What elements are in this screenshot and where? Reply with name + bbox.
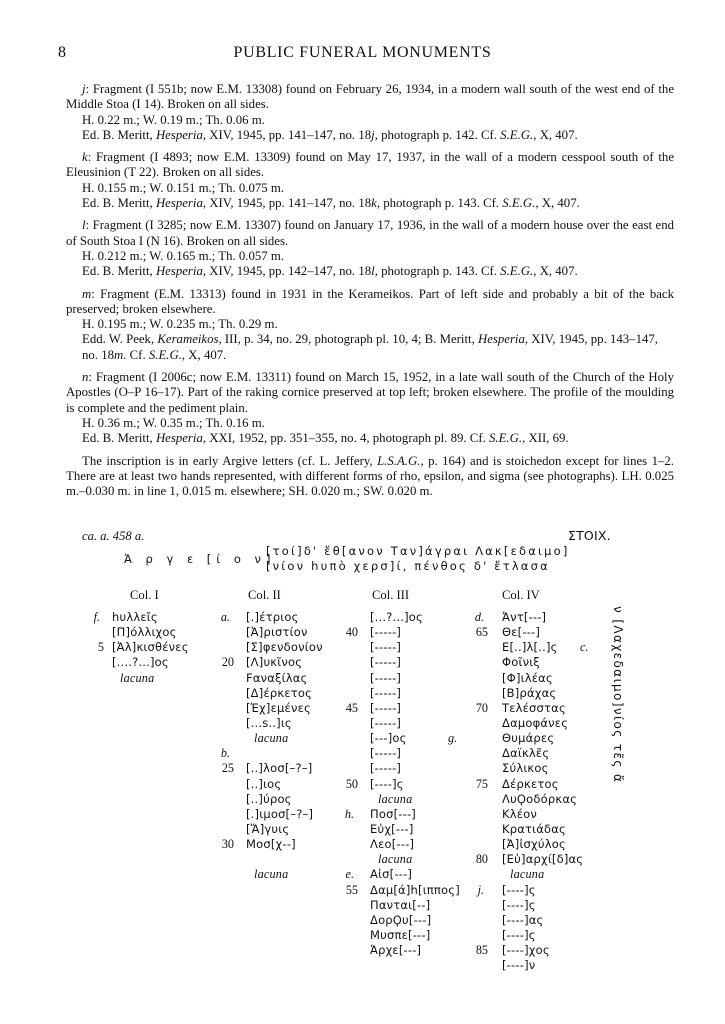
inscription-line — [470, 731, 620, 746]
name-text: [----]ς — [370, 776, 404, 791]
name-text: [....?...]ος — [112, 655, 169, 670]
line-number: 40 — [345, 625, 358, 640]
inscription-line — [340, 822, 470, 837]
inscription-line — [216, 701, 346, 716]
name-text: [..]ιος — [246, 776, 282, 791]
inscription-line — [86, 671, 206, 686]
name-text: ΛυϘοδόρκας — [502, 791, 578, 806]
inscription-line — [470, 610, 620, 625]
name-text: [Δ]έρκετος — [246, 685, 313, 700]
fragment-letter: g. — [448, 731, 458, 746]
name-text: hυλλεῖς — [112, 610, 158, 624]
name-text: [----]ν — [502, 958, 536, 973]
inscription-line — [470, 867, 620, 882]
name-text: [Λ]υκῖνος — [246, 655, 303, 670]
inscription-line — [470, 792, 620, 807]
fragment-letter: b. — [220, 746, 230, 761]
inscription-line — [216, 807, 346, 822]
heading-line-1: [τοί]δ' ἔθ[ανον Ταν]άγραι Λακ[εδαιμο] — [266, 544, 570, 558]
name-text: [Β]ράχας — [502, 685, 557, 700]
name-text: [Ἀ]ριστίον — [246, 625, 308, 640]
inscription-line — [340, 746, 470, 761]
name-text: [-----] — [370, 761, 402, 776]
inscription-line — [470, 807, 620, 822]
inscription-line — [340, 898, 470, 913]
fragment-letter: j. — [477, 882, 484, 897]
column-4 — [470, 610, 620, 973]
inscription-line — [216, 852, 346, 867]
column-3 — [340, 610, 470, 958]
name-text: Αἰσ[---] — [370, 867, 413, 882]
name-text: [Ἐχ]εμένες — [246, 700, 311, 715]
name-text: [----]ς — [502, 882, 536, 897]
vertical-inscription: ν [Λαχεδαιμο]νίος τε̃ς ἄ — [611, 606, 625, 784]
inscription-line — [340, 731, 470, 746]
lacuna-label: lacuna — [378, 852, 413, 867]
fragment-letter: f. — [93, 610, 100, 624]
line-number: 55 — [345, 882, 358, 897]
inscription-line — [340, 716, 470, 731]
inscription-line — [470, 640, 620, 655]
stoich-label: ΣΤΟΙΧ. — [568, 528, 611, 543]
inscription-line — [216, 867, 346, 882]
inscription-line — [216, 655, 346, 670]
fragment-letter: d. — [474, 610, 484, 624]
entry-j: j: Fragment (I 551b; now E.M. 13308) found on February 26, 1934, in a modern wall south of the west end of the Middle Stoa (I 14). Broken on all sides. H. 0.22 m.; W. 0.19 m.; Th. 0.06 m. Ed. B. Meritt, Hesperia, XIV, 1945, pp. 141–147, no. 18j, photograph p. 142. Cf. S.E.G., X, 407. — [66, 82, 674, 142]
line-number: 25 — [221, 761, 234, 776]
inscription-line — [340, 837, 470, 852]
inscription-line — [340, 625, 470, 640]
name-text: Ποσ[---] — [370, 806, 416, 821]
inscription-line — [86, 625, 206, 640]
inscription-line — [216, 625, 346, 640]
running-title: PUBLIC FUNERAL MONUMENTS — [233, 44, 492, 61]
name-text: [----]ας — [502, 912, 544, 927]
fragment-entries — [66, 82, 674, 287]
name-text: [Ἀ]ἰσχύλος — [502, 837, 566, 852]
entry-l: l: Fragment (I 3285; now E.M. 13307) found on January 17, 1936, in the wall of a modern house over the east end of South Stoa I (N 16). Broken on all sides. H. 0.212 m.; W. 0.165 m.; Th. 0.057 m. Ed. B. Meritt, Hesperia, XIV, 1945, pp. 142–147, no. 18l, photograph p. 143. Cf. S.E.G., X, 407. — [66, 218, 674, 279]
inscription-line — [470, 958, 620, 973]
name-text: Τελέσστας — [502, 700, 566, 715]
name-text: [-----] — [370, 670, 402, 685]
inscription-line — [340, 610, 470, 625]
name-text: Θυμάρες — [502, 731, 555, 746]
name-text: Λεο[---] — [370, 837, 415, 852]
inscription-line — [340, 686, 470, 701]
inscription-line — [340, 792, 470, 807]
column-1 — [86, 610, 206, 686]
name-text: Ε[..]λ[..]ς — [502, 640, 558, 655]
col-head-1: Col. I — [130, 588, 159, 602]
name-text: Θε[---] — [502, 625, 541, 640]
inscription-line — [470, 943, 620, 958]
inscription-line — [216, 746, 346, 761]
inscription-line — [340, 852, 470, 867]
name-text: Πανται[--] — [370, 897, 431, 912]
line-number: 50 — [345, 776, 358, 791]
name-text: [...s..]ις — [246, 715, 292, 730]
name-text: [---]ος — [370, 731, 407, 746]
inscription-line — [216, 671, 346, 686]
inscription-line — [470, 686, 620, 701]
name-text: [Φ]ιλέας — [502, 670, 553, 685]
line-number: 70 — [475, 700, 488, 715]
fragment-letter: c. — [580, 640, 589, 655]
inscription-line — [340, 867, 470, 882]
name-text: [-----] — [370, 715, 402, 730]
inscription-line — [216, 686, 346, 701]
inscription-line — [216, 777, 346, 792]
name-text: [----]χος — [502, 943, 550, 958]
name-text: [----]ς — [502, 897, 536, 912]
line-number: 20 — [221, 655, 234, 670]
lacuna-label: lacuna — [254, 731, 289, 746]
name-text: Ἀντ[---] — [502, 610, 547, 624]
entry-n: n: Fragment (I 2006c; now E.M. 13311) found on March 15, 1952, in a late wall south of the Church of the Holy Apostles (O–P 16–17). Part of the raking cornice preserved at top left; broken elsewhere. The profile of the moulding is complete and the pediment plain. H. 0.36 m.; W. 0.35 m.; Th. 0.16 m. Ed. B. Meritt, Hesperia, XXI, 1952, pp. 351–355, no. 4, photograph pl. 89. Cf. S.E.G., XII, 69. — [66, 370, 674, 446]
fragment-letter: e. — [345, 867, 354, 882]
inscription-line — [470, 928, 620, 943]
name-text: Φοῖνιξ — [502, 655, 540, 670]
inscription-line — [340, 883, 470, 898]
name-text: [-----] — [370, 655, 402, 670]
name-text: [..]λοσ[–?–] — [246, 761, 313, 776]
inscription-line — [470, 701, 620, 716]
inscription-line — [470, 761, 620, 776]
inscription-line — [340, 671, 470, 686]
inscription-line — [470, 625, 620, 640]
fragment-letter: a. — [220, 610, 230, 624]
name-text: [-----] — [370, 640, 402, 655]
heading-line-2: [νίον hυπὸ χερσ]ί, πένθος δ' ἔτλασα — [266, 559, 550, 573]
inscription-line — [86, 640, 206, 655]
column-2 — [216, 610, 346, 883]
lacuna-label: lacuna — [510, 867, 545, 882]
page-header — [0, 44, 725, 68]
line-number: 45 — [345, 700, 358, 715]
inscription-line — [340, 777, 470, 792]
name-text: Εὐχ[---] — [370, 821, 414, 836]
inscription-line — [340, 701, 470, 716]
inscription-line — [216, 640, 346, 655]
inscription-line — [470, 746, 620, 761]
name-text: [-----] — [370, 700, 402, 715]
name-text: [...?...]ος — [370, 610, 423, 624]
inscription-line — [340, 807, 470, 822]
document-body — [66, 82, 674, 499]
inscription-line — [216, 761, 346, 776]
lacuna-label: lacuna — [254, 867, 289, 882]
name-text: [..]ύρος — [246, 791, 292, 806]
inscription-line — [216, 837, 346, 852]
name-text: [----]ς — [502, 927, 536, 942]
inscription-line — [216, 731, 346, 746]
name-text: [.]έτριος — [246, 610, 299, 624]
lacuna-label: lacuna — [120, 670, 155, 685]
inscription-line — [470, 777, 620, 792]
name-text: Κρατιάδας — [502, 821, 566, 836]
line-number: 80 — [475, 852, 488, 867]
name-text: Δαϊκλε̃ς — [502, 746, 550, 761]
col-head-3: Col. III — [372, 588, 410, 602]
lacuna-label: lacuna — [378, 791, 413, 806]
inscription-line — [216, 716, 346, 731]
name-text: Μοσ[χ--] — [246, 837, 296, 852]
name-text: [-----] — [370, 625, 402, 640]
line-number: 30 — [221, 837, 234, 852]
inscription-line — [470, 837, 620, 852]
inscription-line — [470, 671, 620, 686]
line-number: 75 — [475, 776, 488, 791]
col-head-4: Col. IV — [502, 588, 540, 602]
inscription-line — [216, 610, 346, 625]
entry-k: k: Fragment (I 4893; now E.M. 13309) found on May 17, 1937, in the wall of a modern cesspool south of the Eleusinion (T 22). Broken on all sides. H. 0.155 m.; W. 0.151 m.; Th. 0.075 m. Ed. B. Meritt, Hesperia, XIV, 1945, pp. 141–147, no. 18k, photograph p. 143. Cf. S.E.G., X, 407. — [66, 150, 674, 211]
name-text: Σύλικος — [502, 761, 549, 776]
inscription-line — [470, 655, 620, 670]
name-text: Ἀρχε[---] — [370, 943, 422, 958]
name-text: [Εὐ]αρχί[δ]ας — [502, 852, 584, 867]
inscription-line — [340, 640, 470, 655]
inscription-line — [470, 716, 620, 731]
inscription-note: The inscription is in early Argive letters (cf. L. Jeffery, L.S.A.G., p. 164) and is stoichedon except for lines 1–2. There are at least two hands represented, with different forms of rho, epsilon, and sigma (see photographs). LH. 0.025 m.–0.030 m. in line 1, 0.015 m. elsewhere; SH. 0.020 m.; SW. 0.020 m. — [66, 453, 674, 499]
page-number: 8 — [58, 44, 66, 61]
name-text: [-----] — [370, 685, 402, 700]
col-head-2: Col. II — [248, 588, 281, 602]
name-text: [Π]όλλιχος — [112, 625, 177, 640]
name-text: Δαμοφάνες — [502, 715, 569, 730]
inscription-line — [86, 610, 206, 625]
date-label: ca. a. 458 a. — [82, 529, 145, 543]
line-number: 85 — [475, 943, 488, 958]
inscription-line — [340, 943, 470, 958]
line-number: 65 — [475, 625, 488, 640]
inscription-line — [470, 852, 620, 867]
name-text: [Ἀλ]κισθένες — [112, 640, 189, 655]
name-text: Ϝαναξίλας — [246, 670, 308, 685]
name-text: [Σ]φενδονίον — [246, 640, 323, 655]
entry-m: m: Fragment (E.M. 13313) found in 1931 in the Kerameikos. Part of left side and probably a bit of the back preserved; broken elsewhere. H. 0.195 m.; W. 0.235 m.; Th. 0.29 m. Edd. W. Peek, Kerameikos, III, p. 34, no. 29, photograph pl. 10, 4; B. Meritt, Hesperia, XIV, 1945, pp. 143–147, no. 18m. Cf. S.E.G., X, 407. — [66, 286, 674, 362]
name-text: [Ἄ]γυις — [246, 821, 290, 836]
inscription-line — [86, 655, 206, 670]
name-text: ΔορϘυ[---] — [370, 912, 432, 927]
inscription-line — [340, 913, 470, 928]
inscription-line — [340, 655, 470, 670]
inscription-line — [470, 822, 620, 837]
fragment-letter: h. — [344, 806, 354, 821]
line-number: 5 — [97, 640, 104, 655]
name-text: Μυσπε[---] — [370, 927, 431, 942]
name-text: [-----] — [370, 746, 402, 761]
inscription-line — [470, 883, 620, 898]
inscription-line — [216, 792, 346, 807]
inscription-line — [216, 822, 346, 837]
inscription-line — [470, 913, 620, 928]
name-text: Δέρκετος — [502, 776, 559, 791]
inscription-line — [340, 761, 470, 776]
name-text: Δαμ[ά]h[ιππος] — [370, 882, 460, 897]
name-text: Κλέον — [502, 806, 538, 821]
heading-left: Ἀ ρ γ ε [ί ο ν] — [124, 552, 276, 566]
inscription-line — [470, 898, 620, 913]
name-text: [.]ιμοσ[–?–] — [246, 806, 314, 821]
inscription-line — [340, 928, 470, 943]
